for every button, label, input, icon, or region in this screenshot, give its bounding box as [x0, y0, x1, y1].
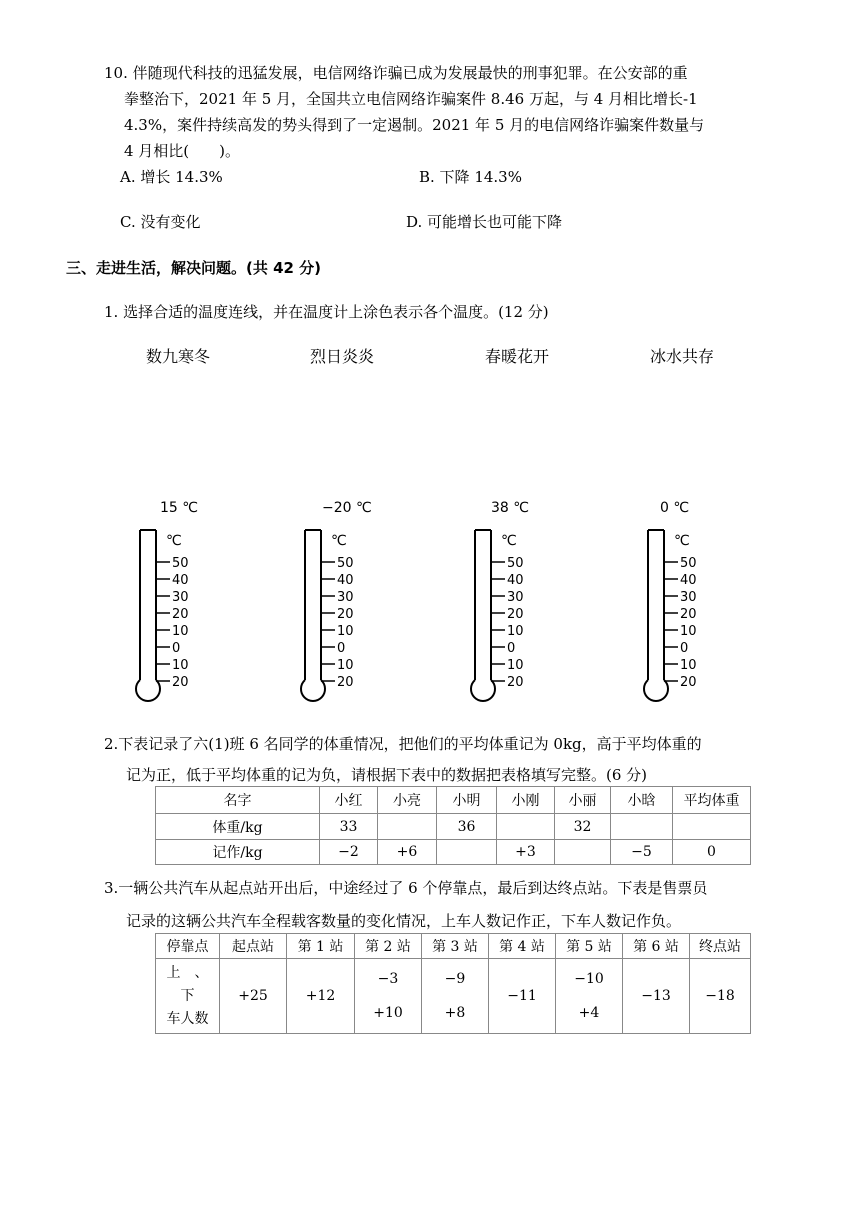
tick-label: 40 — [507, 573, 524, 588]
header-cell: 第 1 站 — [287, 934, 355, 959]
q10-line-2: 拳整治下，2021 年 5 月，全国共立电信网络诈骗案件 8.46 万起，与 4 月相比增长-1 — [124, 90, 698, 108]
thermometer-bulb — [644, 680, 668, 701]
thermometer-2[interactable] — [295, 520, 385, 724]
season-1: 数九寒冬 — [146, 347, 211, 366]
header-cell: 小刚 — [497, 787, 555, 814]
tick-label: 20 — [680, 607, 697, 622]
blank-cell[interactable] — [497, 814, 555, 840]
season-4: 冰水共存 — [650, 347, 715, 366]
problem-3-line-2: 记录的这辆公共汽车全程载客数量的变化情况，上车人数记作正，下车人数记作负。 — [126, 912, 682, 930]
tick-label: 20 — [507, 607, 524, 622]
section-title: 三、走进生活，解决问题。(共 42 分) — [66, 259, 322, 277]
temperature-label-4: 0 ℃ — [660, 500, 690, 516]
thermometer-unit: ℃ — [331, 533, 347, 549]
table-cell: +6 — [378, 840, 437, 865]
tick-label: 10 — [337, 624, 354, 639]
tick-label: 20 — [337, 607, 354, 622]
blank-cell[interactable] — [378, 814, 437, 840]
thermometer-unit: ℃ — [166, 533, 182, 549]
tick-label: 10 — [507, 658, 524, 673]
blank-cell[interactable] — [673, 814, 751, 840]
option-d[interactable]: D. 可能增长也可能下降 — [406, 213, 563, 231]
q10-line-3: 4.3%，案件持续高发的势头得到了一定遏制。2021 年 5 月的电信网络诈骗案件数量与 — [124, 116, 705, 134]
problem-3-line-1: 3.一辆公共汽车从起点站开出后，中途经过了 6 个停靠点，最后到达终点站。下表是售票员 — [104, 879, 708, 897]
thermometer-graphic — [295, 520, 385, 720]
blank-cell[interactable] — [611, 814, 673, 840]
thermometer-graphic — [638, 520, 728, 720]
recorded-row — [156, 840, 751, 865]
row-label-line: 车人数 — [166, 1010, 209, 1027]
season-2: 烈日炎炎 — [310, 347, 375, 366]
tick-label: 30 — [507, 590, 524, 605]
weight-table — [155, 786, 751, 865]
tick-label: 20 — [172, 607, 189, 622]
header-cell: 平均体重 — [673, 787, 751, 814]
tick-label: 10 — [680, 624, 697, 639]
thermometer-bulb — [136, 680, 160, 701]
header-cell: 小晗 — [611, 787, 673, 814]
tick-label: 10 — [680, 658, 697, 673]
row-label: 记作/kg — [156, 840, 320, 865]
cell-line: +10 — [373, 1005, 403, 1021]
problem-2-line-1: 2.下表记录了六(1)班 6 名同学的体重情况，把他们的平均体重记为 0kg，高于平均体重的 — [104, 735, 702, 753]
row-label — [156, 959, 220, 1034]
header-cell: 停靠点 — [156, 934, 220, 959]
tick-label: 0 — [680, 641, 689, 656]
tick-label: 30 — [172, 590, 189, 605]
option-c[interactable]: C. 没有变化 — [120, 213, 201, 231]
tick-label: 0 — [337, 641, 346, 656]
tick-label: 20 — [507, 675, 524, 690]
tick-label: 40 — [680, 573, 697, 588]
thermometer-tube — [648, 530, 664, 680]
row-label: 体重/kg — [156, 814, 320, 840]
thermometer-tube — [305, 530, 321, 680]
tick-label: 50 — [337, 556, 354, 571]
row-label-line: 下 — [180, 987, 195, 1004]
header-cell: 名字 — [156, 787, 320, 814]
tick-label: 10 — [337, 658, 354, 673]
bus-table — [155, 933, 751, 1034]
header-cell: 起点站 — [220, 934, 287, 959]
tick-label: 50 — [680, 556, 697, 571]
problem-2-line-2: 记为正，低于平均体重的记为负，请根据下表中的数据把表格填写完整。(6 分) — [126, 766, 648, 784]
cell-line: −10 — [574, 971, 604, 987]
table-cell — [422, 959, 489, 1034]
temperature-label-3: 38 ℃ — [491, 500, 529, 516]
tick-label: 20 — [680, 675, 697, 690]
weight-row — [156, 814, 751, 840]
tick-label: 0 — [172, 641, 181, 656]
q10-line-4: 4 月相比( )。 — [124, 142, 241, 160]
bus-table-header — [156, 934, 751, 959]
temperature-label-1: 15 ℃ — [160, 500, 198, 516]
thermometer-bulb — [471, 680, 495, 701]
header-cell: 小明 — [437, 787, 497, 814]
table-cell: −11 — [489, 959, 556, 1034]
tick-label: 40 — [172, 573, 189, 588]
header-cell: 小亮 — [378, 787, 437, 814]
thermometer-4[interactable] — [638, 520, 728, 724]
thermometer-1[interactable] — [130, 520, 220, 724]
tick-label: 50 — [172, 556, 189, 571]
tick-label: 10 — [172, 624, 189, 639]
weight-table-header — [156, 787, 751, 814]
header-cell: 第 4 站 — [489, 934, 556, 959]
tick-label: 20 — [337, 675, 354, 690]
cell-line: +8 — [444, 1005, 466, 1021]
option-a[interactable]: A. 增长 14.3% — [120, 168, 223, 186]
tick-label: 30 — [680, 590, 697, 605]
tick-label: 10 — [172, 658, 189, 673]
blank-cell[interactable] — [555, 840, 611, 865]
header-cell: 终点站 — [690, 934, 751, 959]
thermometer-unit: ℃ — [674, 533, 690, 549]
tick-label: 40 — [337, 573, 354, 588]
thermometer-unit: ℃ — [501, 533, 517, 549]
cell-line: −3 — [377, 971, 399, 987]
season-3: 春暖花开 — [485, 347, 550, 366]
passenger-row — [156, 959, 751, 1034]
problem-1-text: 1. 选择合适的温度连线，并在温度计上涂色表示各个温度。(12 分) — [104, 303, 549, 321]
tick-label: 30 — [337, 590, 354, 605]
table-cell: −5 — [611, 840, 673, 865]
table-cell: 36 — [437, 814, 497, 840]
table-cell: +3 — [497, 840, 555, 865]
thermometer-graphic — [130, 520, 220, 720]
thermometer-tube — [140, 530, 156, 680]
thermometer-bulb — [301, 680, 325, 701]
cell-line: +4 — [578, 1005, 600, 1021]
header-cell: 第 6 站 — [623, 934, 690, 959]
table-cell: −13 — [623, 959, 690, 1034]
thermometer-3[interactable] — [465, 520, 555, 724]
table-cell: 33 — [320, 814, 378, 840]
header-cell: 第 5 站 — [556, 934, 623, 959]
q10-line-1: 10. 伴随现代科技的迅猛发展，电信网络诈骗已成为发展最快的刑事犯罪。在公安部的重 — [104, 64, 688, 82]
tick-label: 50 — [507, 556, 524, 571]
thermometer-graphic — [465, 520, 555, 720]
cell-line: −9 — [444, 971, 466, 987]
question-10 — [104, 60, 804, 164]
table-cell: −18 — [690, 959, 751, 1034]
table-cell — [355, 959, 422, 1034]
tick-label: 0 — [507, 641, 516, 656]
option-b[interactable]: B. 下降 14.3% — [419, 168, 522, 186]
blank-cell[interactable] — [437, 840, 497, 865]
header-cell: 第 2 站 — [355, 934, 422, 959]
table-cell: −2 — [320, 840, 378, 865]
thermometer-tube — [475, 530, 491, 680]
header-cell: 小红 — [320, 787, 378, 814]
tick-label: 10 — [507, 624, 524, 639]
header-cell: 小丽 — [555, 787, 611, 814]
row-label-line: 上 、 — [166, 964, 209, 981]
table-cell — [556, 959, 623, 1034]
table-cell: +12 — [287, 959, 355, 1034]
table-cell: +25 — [220, 959, 287, 1034]
header-cell: 第 3 站 — [422, 934, 489, 959]
table-cell: 0 — [673, 840, 751, 865]
temperature-label-2: −20 ℃ — [322, 500, 372, 516]
tick-label: 20 — [172, 675, 189, 690]
table-cell: 32 — [555, 814, 611, 840]
